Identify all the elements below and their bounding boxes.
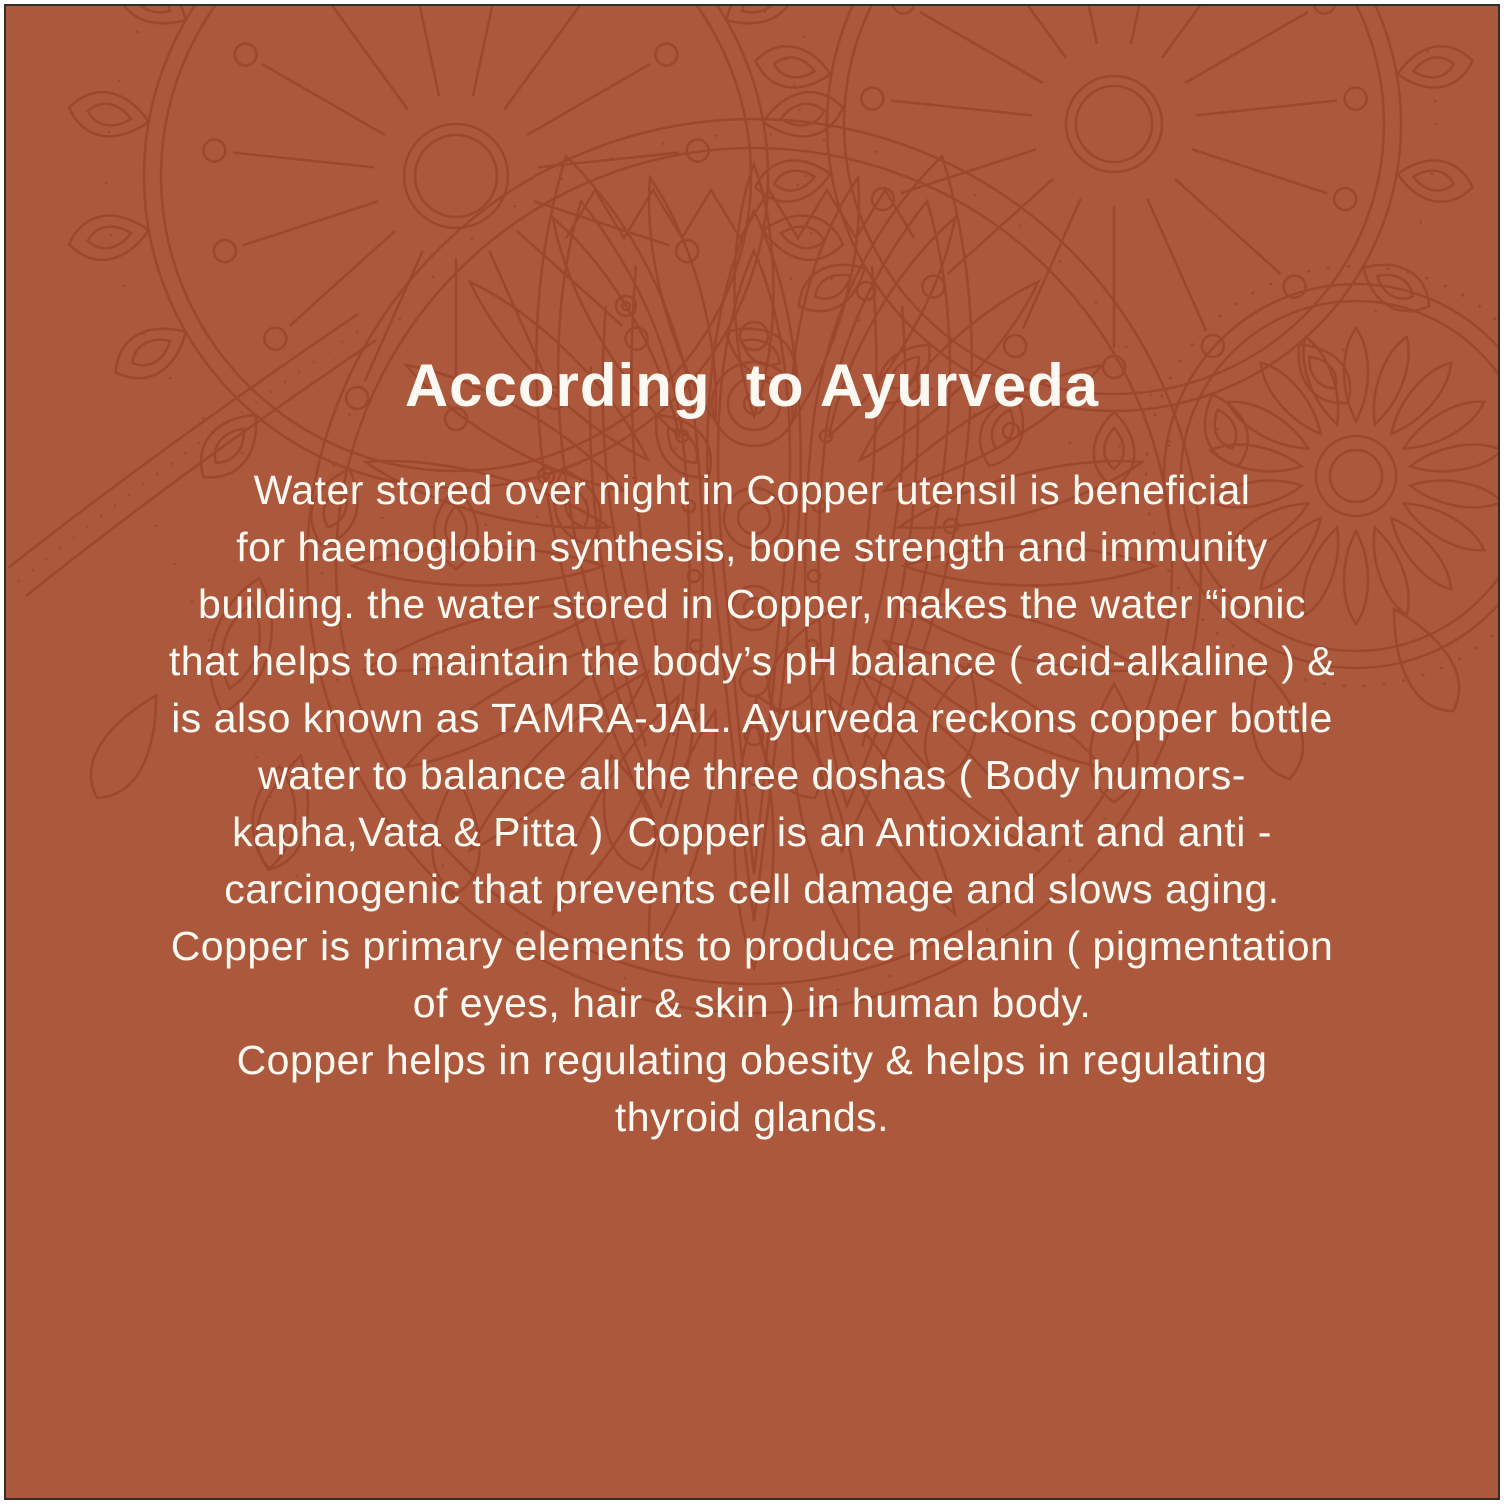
body-line: water to balance all the three doshas ( Body humors- xyxy=(258,752,1246,798)
body-line: building. the water stored in Copper, makes the water “ionic xyxy=(198,581,1306,627)
body-line: that helps to maintain the body’s pH balance ( acid-alkaline ) & xyxy=(168,638,1336,684)
body-line: is also known as TAMRA-JAL. Ayurveda reckons copper bottle xyxy=(171,695,1333,741)
body-line: for haemoglobin synthesis, bone strength and immunity xyxy=(236,524,1268,570)
body-line: Water stored over night in Copper utensil is beneficial xyxy=(253,467,1251,513)
body-line: kapha,Vata & Pitta ) Copper is an Antioxidant and anti - xyxy=(232,809,1272,855)
text-panel xyxy=(6,352,1498,1146)
poster-panel xyxy=(4,4,1500,1500)
body-line: Copper is primary elements to produce melanin ( pigmentation xyxy=(170,923,1334,969)
page-title: According to Ayurveda xyxy=(404,352,1100,419)
body-line: carcinogenic that prevents cell damage and slows aging. xyxy=(224,866,1280,912)
body-line: of eyes, hair & skin ) in human body. xyxy=(412,980,1092,1026)
body-line: thyroid glands. xyxy=(614,1094,890,1140)
body-text xyxy=(6,462,1498,1146)
body-line: Copper helps in regulating obesity & helps in regulating xyxy=(236,1037,1268,1083)
